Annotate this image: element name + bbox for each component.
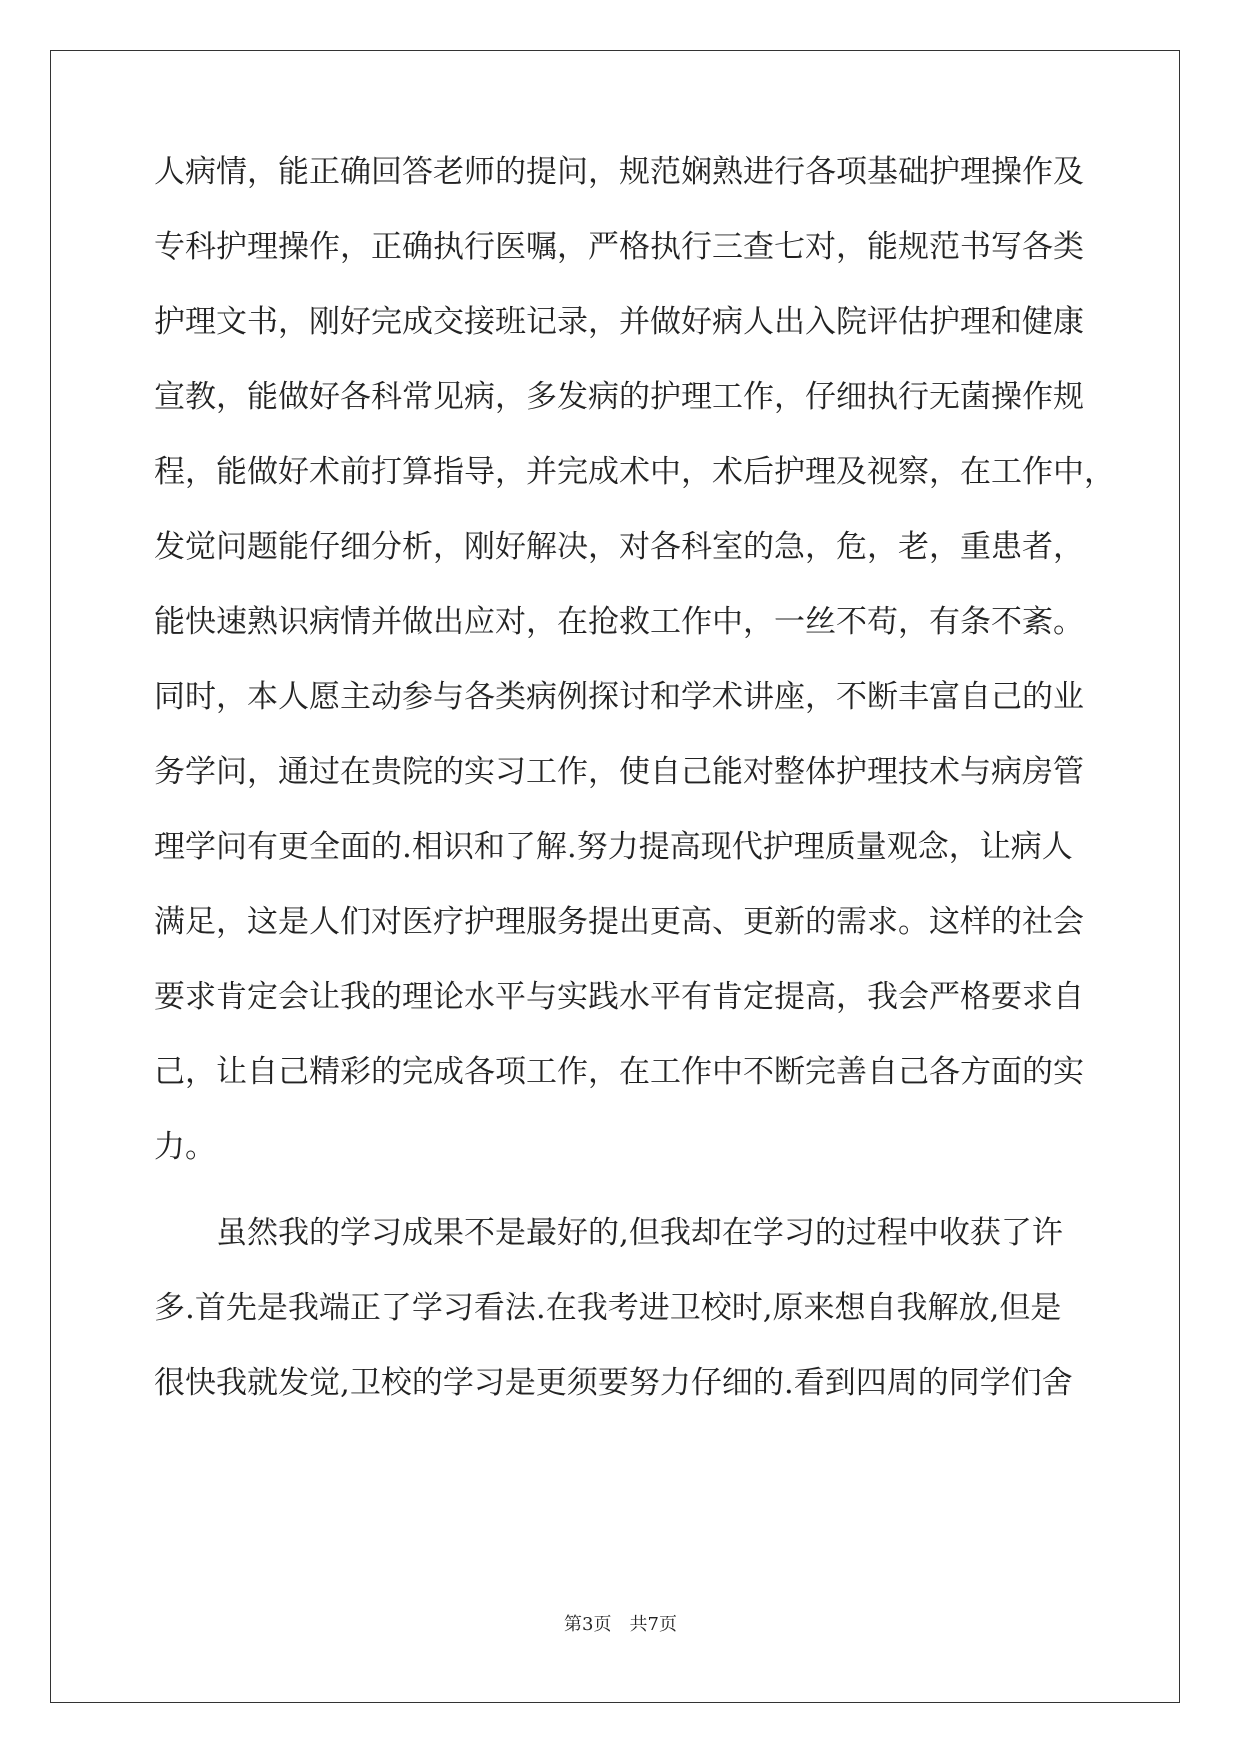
text-line: 力。 xyxy=(154,1129,216,1165)
text-line: 理学问有更全面的.相识和了解.努力提高现代护理质量观念，让病人 xyxy=(154,829,1073,865)
text-line: 务学问，通过在贵院的实习工作，使自己能对整体护理技术与病房管 xyxy=(154,754,1084,790)
text-line: 多.首先是我端正了学习看法.在我考进卫校时,原来想自我解放,但是 xyxy=(154,1290,1062,1326)
text-line: 宣教，能做好各科常见病，多发病的护理工作，仔细执行无菌操作规 xyxy=(154,379,1084,415)
text-line: 能快速熟识病情并做出应对，在抢救工作中，一丝不苟，有条不紊。 xyxy=(154,604,1084,640)
text-line: 同时，本人愿主动参与各类病例探讨和学术讲座，不断丰富自己的业 xyxy=(154,679,1084,715)
paragraph-first-line: 虽然我的学习成果不是最好的,但我却在学习的过程中收获了许 xyxy=(216,1215,1063,1251)
text-line: 满足，这是人们对医疗护理服务提出更高、更新的需求。这样的社会 xyxy=(154,904,1084,940)
text-line: 程，能做好术前打算指导，并完成术中，术后护理及视察，在工作中， xyxy=(154,454,1115,490)
text-line: 发觉问题能仔细分析，刚好解决，对各科室的急，危，老，重患者， xyxy=(154,529,1084,565)
text-line: 专科护理操作，正确执行医嘱，严格执行三查七对，能规范书写各类 xyxy=(154,229,1084,265)
page-number-footer: 第3页 共7页 xyxy=(564,1614,677,1635)
text-line: 很快我就发觉,卫校的学习是更须要努力仔细的.看到四周的同学们舍 xyxy=(154,1365,1073,1401)
text-line: 己，让自己精彩的完成各项工作，在工作中不断完善自己各方面的实 xyxy=(154,1054,1084,1090)
text-line: 护理文书，刚好完成交接班记录，并做好病人出入院评估护理和健康 xyxy=(154,304,1084,340)
text-line: 要求肯定会让我的理论水平与实践水平有肯定提高，我会严格要求自 xyxy=(154,979,1084,1015)
page-border xyxy=(50,50,1180,1703)
text-line: 人病情，能正确回答老师的提问，规范娴熟进行各项基础护理操作及 xyxy=(154,154,1084,190)
